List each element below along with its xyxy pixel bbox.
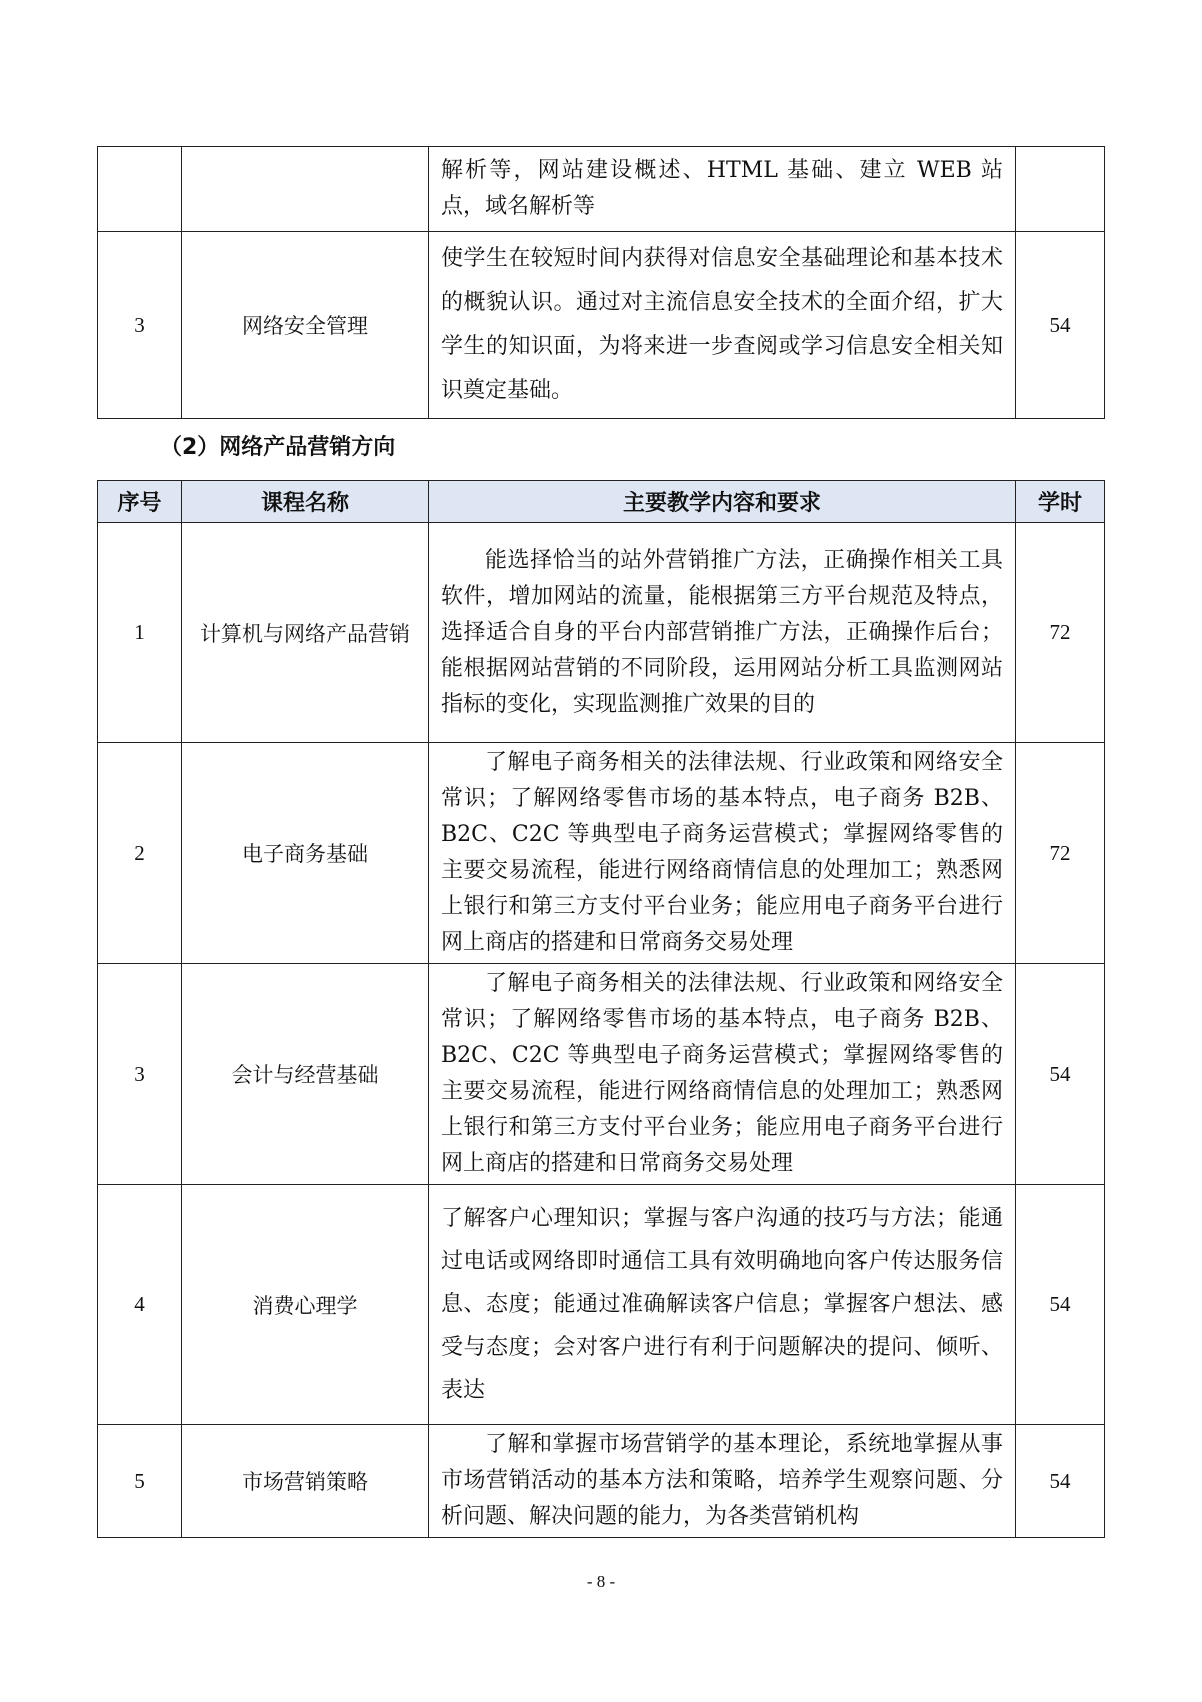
course-content: 了解和掌握市场营销学的基本理论，系统地掌握从事市场营销活动的基本方法和策略，培养学生观察问题、分析问题、解决问题的能力，为各类营销机构 <box>429 1425 1016 1538</box>
course-hours: 54 <box>1016 1425 1105 1538</box>
table-header-row <box>98 481 1105 523</box>
course-hours: 72 <box>1016 743 1105 964</box>
course-name: 消费心理学 <box>182 1185 429 1425</box>
course-hours: 54 <box>1016 232 1105 419</box>
table-row <box>98 964 1105 1185</box>
row-number: 3 <box>98 232 182 419</box>
course-table-continued <box>97 146 1105 419</box>
header-content: 主要教学内容和要求 <box>429 481 1016 523</box>
course-hours: 54 <box>1016 1185 1105 1425</box>
course-content: 了解电子商务相关的法律法规、行业政策和网络安全常识；了解网络零售市场的基本特点，电子商务 B2B、B2C、C2C 等典型电子商务运营模式；掌握网络零售的主要交易流程，能进行网络商情信息的处理加工；熟悉网上银行和第三方支付平台业务；能应用电子商务平台进行网上商店的搭建和日常商务交易处理 <box>429 743 1016 964</box>
course-table <box>97 480 1105 1538</box>
course-content: 了解客户心理知识；掌握与客户沟通的技巧与方法；能通过电话或网络即时通信工具有效明确地向客户传达服务信息、态度；能通过准确解读客户信息；掌握客户想法、感受与态度；会对客户进行有利于问题解决的提问、倾听、表达 <box>429 1185 1016 1425</box>
course-name: 会计与经营基础 <box>182 964 429 1185</box>
row-number: 3 <box>98 964 182 1185</box>
course-content: 了解电子商务相关的法律法规、行业政策和网络安全常识；了解网络零售市场的基本特点，电子商务 B2B、B2C、C2C 等典型电子商务运营模式；掌握网络零售的主要交易流程，能进行网络商情信息的处理加工；熟悉网上银行和第三方支付平台业务；能应用电子商务平台进行网上商店的搭建和日常商务交易处理 <box>429 964 1016 1185</box>
course-name <box>182 147 429 232</box>
header-name: 课程名称 <box>182 481 429 523</box>
section-title: （2）网络产品营销方向 <box>160 435 396 460</box>
course-name: 市场营销策略 <box>182 1425 429 1538</box>
course-hours: 72 <box>1016 523 1105 743</box>
table-row <box>98 1185 1105 1425</box>
course-hours <box>1016 147 1105 232</box>
row-number: 2 <box>98 743 182 964</box>
header-no: 序号 <box>98 481 182 523</box>
row-number: 4 <box>98 1185 182 1425</box>
course-hours: 54 <box>1016 964 1105 1185</box>
course-name: 计算机与网络产品营销 <box>182 523 429 743</box>
course-content: 解析等，网站建设概述、HTML 基础、建立 WEB 站点，域名解析等 <box>429 147 1016 232</box>
course-name: 网络安全管理 <box>182 232 429 419</box>
table-row <box>98 232 1105 419</box>
header-hours: 学时 <box>1016 481 1105 523</box>
table-row <box>98 523 1105 743</box>
course-content: 使学生在较短时间内获得对信息安全基础理论和基本技术的概貌认识。通过对主流信息安全技术的全面介绍，扩大学生的知识面，为将来进一步查阅或学习信息安全相关知识奠定基础。 <box>429 232 1016 419</box>
page-number: - 8 - <box>586 1572 616 1591</box>
row-number: 5 <box>98 1425 182 1538</box>
course-content: 能选择恰当的站外营销推广方法，正确操作相关工具软件，增加网站的流量，能根据第三方平台规范及特点，选择适合自身的平台内部营销推广方法，正确操作后台；能根据网站营销的不同阶段，运用网站分析工具监测网站指标的变化，实现监测推广效果的目的 <box>429 523 1016 743</box>
row-number <box>98 147 182 232</box>
table-row <box>98 1425 1105 1538</box>
row-number: 1 <box>98 523 182 743</box>
table-row <box>98 743 1105 964</box>
course-name: 电子商务基础 <box>182 743 429 964</box>
table-row <box>98 147 1105 232</box>
